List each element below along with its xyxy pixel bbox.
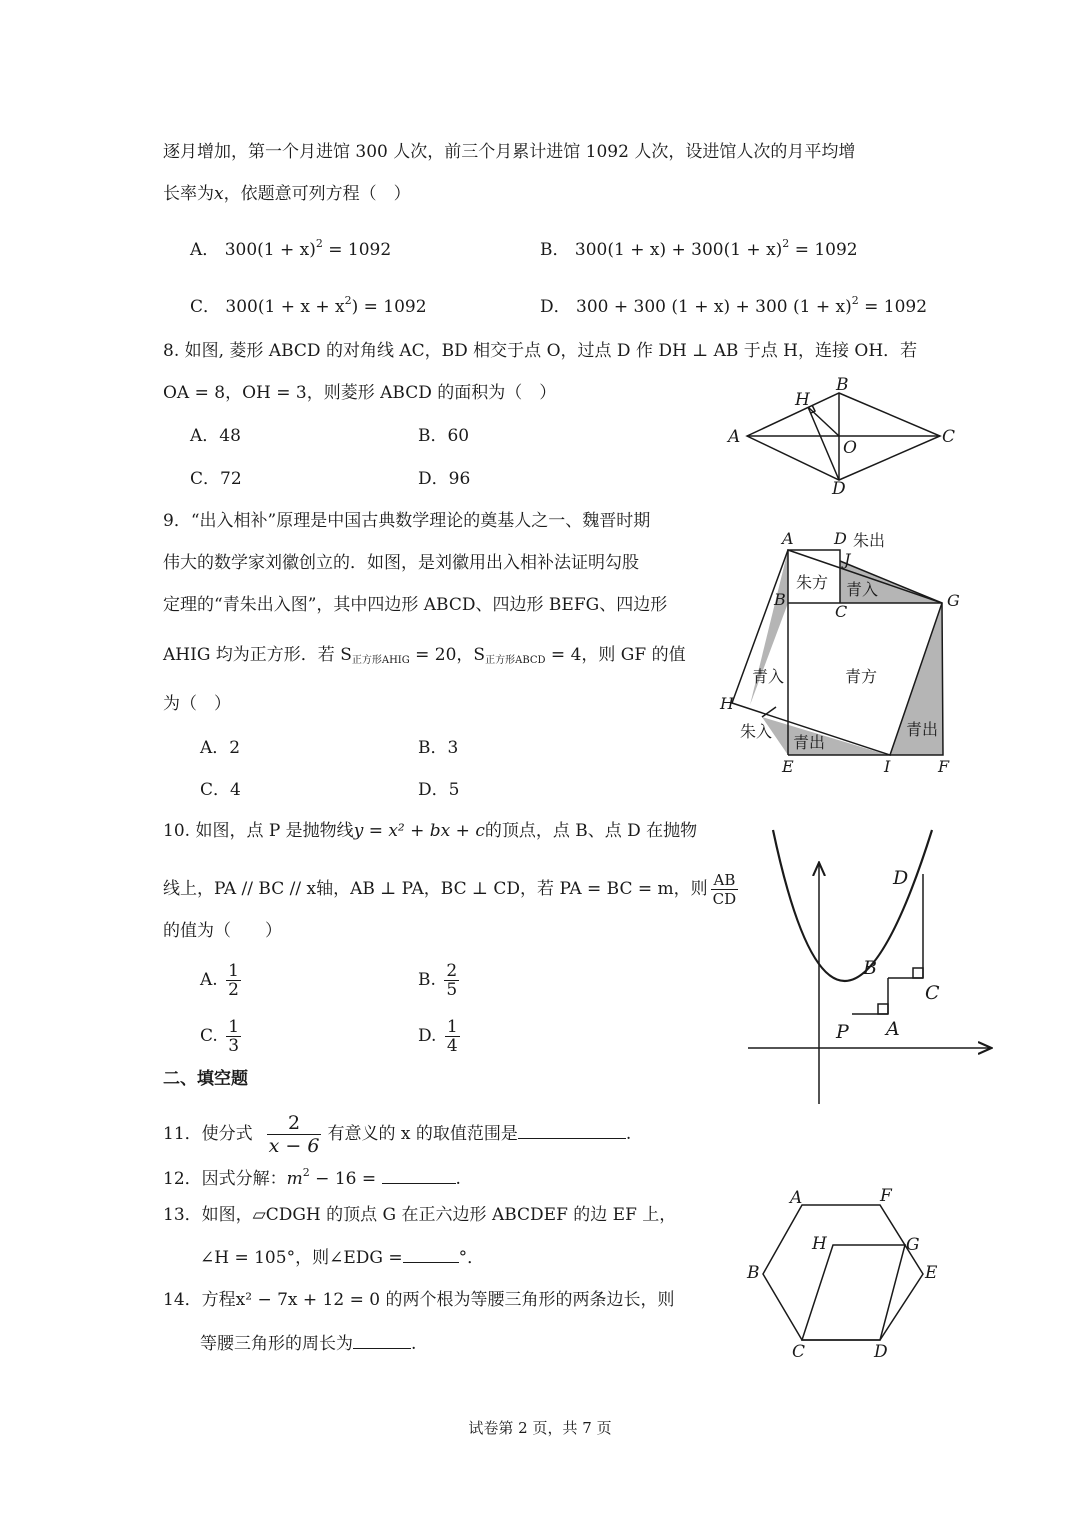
- parabola-curve: [773, 830, 932, 981]
- q8-option-a[interactable]: A．48: [190, 426, 241, 446]
- segment-dh: [808, 407, 839, 480]
- label-a: A: [886, 1018, 900, 1040]
- label-d: D: [834, 529, 847, 548]
- right-angle-c: [913, 968, 923, 978]
- label-g: G: [906, 1235, 920, 1255]
- q12-line: 12．因式分解：$m^2 - 16$ = .: [163, 1166, 461, 1189]
- q7-option-b[interactable]: B． $300(1 + x) + 300(1 + x)^2 = 1092$: [540, 237, 858, 260]
- q10-line2: 线上，PA // BC // x轴，AB ⊥ PA，BC ⊥ CD，若 PA = BC = m，则 $\frac{AB}{CD}$: [163, 871, 737, 908]
- label-c: C: [792, 1342, 806, 1362]
- label-h: H: [795, 390, 810, 410]
- q14-line1: 14．方程x² − 7x + 12 = 0 的两个根为等腰三角形的两条边长，则: [163, 1290, 675, 1310]
- label-b: B: [863, 957, 877, 979]
- q10-line3: 的值为（ ）: [163, 921, 282, 941]
- q8-line2: OA = 8，OH = 3，则菱形 ABCD 的面积为（ ）: [163, 383, 557, 403]
- q11-answer-blank[interactable]: [518, 1122, 626, 1139]
- q8-rhombus-figure: [720, 370, 980, 500]
- label-a: A: [790, 1188, 803, 1208]
- label-e: E: [925, 1263, 938, 1283]
- label-f: F: [938, 757, 950, 776]
- label-i: I: [884, 757, 891, 776]
- q9-line1: 9．“出入相补”原理是中国古典数学理论的奠基人之一、魏晋时期: [163, 511, 651, 531]
- label-f: F: [880, 1186, 892, 1206]
- q11-line: 11．使分式 $\frac{2}{x - 6}$ 有意义的 x 的取值范围是 .: [163, 1112, 632, 1157]
- region-zhuru: 朱入: [740, 722, 773, 741]
- region-qingfang: 青方: [845, 667, 878, 686]
- q13-line1: 13．如图，▱CDGH 的顶点 G 在正六边形 ABCDEF 的边 EF 上，: [163, 1205, 677, 1225]
- label-h: H: [812, 1234, 827, 1254]
- q9-line2: 伟大的数学家刘徽创立的．如图，是刘徽用出入相补法证明勾股: [163, 553, 639, 573]
- q7-option-c[interactable]: C． $300(1 + x + x^2) = 1092$: [190, 294, 427, 317]
- label-o: O: [843, 438, 857, 458]
- q13-line2: ∠H = 105°，则∠EDG = °．: [200, 1248, 485, 1268]
- q9-line4: AHIG 均为正方形．若 $S_{正方形AHIG} = 20$，$S_{正方形ABCD} = 4$，则 GF 的值: [163, 645, 686, 666]
- q14-answer-blank[interactable]: [353, 1332, 411, 1349]
- label-d: D: [893, 867, 909, 889]
- region-qingru-top: 青入: [846, 580, 879, 599]
- section-title: 二、填空题: [163, 1069, 248, 1089]
- label-g: G: [947, 591, 960, 610]
- label-j: J: [844, 550, 851, 569]
- q8-line1: 8. 如图, 菱形 ABCD 的对角线 AC，BD 相交于点 O，过点 D 作 DH ⊥ AB 于点 H，连接 OH．若: [163, 341, 918, 361]
- q8-option-d[interactable]: D．96: [418, 469, 471, 489]
- q7-option-d[interactable]: D． 300 + 300 (1 + x) + 300 $(1 + x)^2 = 1092$: [540, 294, 928, 317]
- q7-line1: 逐月增加，第一个月进馆 300 人次，前三个月累计进馆 1092 人次，设进馆人次的月平均增: [163, 142, 856, 162]
- label-b: B: [747, 1263, 760, 1283]
- q14-line2: 等腰三角形的周长为 .: [200, 1334, 417, 1354]
- label-d: D: [874, 1342, 888, 1362]
- q10-option-b[interactable]: B. $\frac{2}{5}$: [418, 961, 458, 1000]
- label-h: H: [720, 694, 734, 713]
- label-a: A: [782, 529, 794, 548]
- hexagon-abcdef: [763, 1205, 923, 1340]
- q13-hexagon-figure: [740, 1180, 950, 1365]
- label-c: C: [925, 982, 940, 1004]
- label-c: C: [835, 602, 848, 621]
- label-b: B: [774, 590, 786, 609]
- q10-option-d[interactable]: D. $\frac{1}{4}$: [418, 1017, 458, 1056]
- q7-line2: 长率为x，依题意可列方程（ ）: [163, 184, 411, 204]
- region-zhufang: 朱方: [796, 573, 829, 592]
- q7-option-a[interactable]: A． $300(1 + x)^2 = 1092$: [190, 237, 392, 260]
- label-e: E: [782, 757, 794, 776]
- region-qingru-left: 青入: [752, 667, 785, 686]
- q10-line1: 10. 如图，点 P 是抛物线y = x² + bx + c的顶点，点 B、点 D 在抛物: [163, 821, 698, 841]
- q8-option-c[interactable]: C．72: [190, 469, 242, 489]
- label-b: B: [836, 375, 849, 395]
- label-p: P: [836, 1021, 849, 1043]
- label-a: A: [728, 427, 741, 447]
- q9-option-d[interactable]: D．5: [418, 780, 460, 800]
- q9-option-a[interactable]: A．2: [200, 738, 241, 758]
- q10-parabola-figure: [740, 822, 1000, 1107]
- q9-line5: 为（ ）: [163, 694, 231, 714]
- right-angle-a: [878, 1004, 888, 1014]
- q12-answer-blank[interactable]: [382, 1167, 456, 1184]
- q10-option-a[interactable]: A. $\frac{1}{2}$: [200, 961, 239, 1000]
- q9-option-c[interactable]: C．4: [200, 780, 241, 800]
- q13-answer-blank[interactable]: [403, 1246, 459, 1263]
- region-zhuchu: 朱出: [853, 531, 886, 550]
- q8-option-b[interactable]: B．60: [418, 426, 470, 446]
- label-d: D: [832, 479, 846, 499]
- region-qingchu-bottom: 青出: [793, 733, 826, 752]
- page-footer: 试卷第 2 页，共 7 页: [468, 1419, 612, 1437]
- region-qingchu-right: 青出: [906, 720, 939, 739]
- label-c: C: [942, 427, 956, 447]
- q9-qingzhu-figure: [710, 525, 970, 780]
- q10-option-c[interactable]: C. $\frac{1}{3}$: [200, 1017, 240, 1056]
- q9-line3: 定理的“青朱出入图”，其中四边形 ABCD、四边形 BEFG、四边形: [163, 595, 668, 615]
- q9-option-b[interactable]: B．3: [418, 738, 459, 758]
